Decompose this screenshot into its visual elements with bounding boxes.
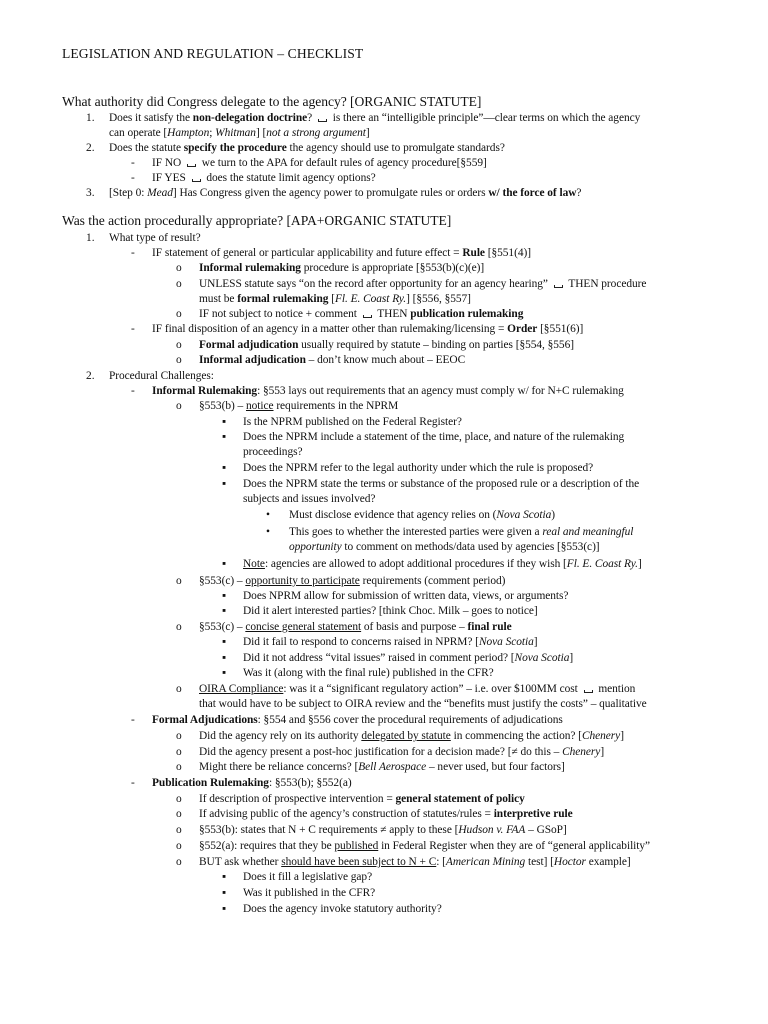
list-item: Did it fail to respond to concerns raised in NPRM? [Nova Scotia] — [243, 636, 538, 648]
list-item: Did the agency present a post-hoc justification for a decision made? [≠ do this – Chenery] — [199, 746, 605, 758]
document-title: LEGISLATION AND REGULATION – CHECKLIST — [62, 46, 364, 61]
square-bullet-icon: ▪ — [222, 871, 227, 883]
list-item: Was it published in the CFR? — [243, 887, 376, 899]
list-item: proceedings? — [243, 446, 303, 458]
list-item: §553(b) – notice requirements in the NPRM — [199, 400, 399, 412]
list-marker: o — [176, 746, 182, 758]
list-item: Note: agencies are allowed to adopt additional procedures if they wish [Fl. E. Coast Ry.] — [243, 558, 642, 570]
list-marker: o — [176, 824, 182, 836]
list-item: Did it alert interested parties? [think Choc. Milk – goes to notice] — [243, 605, 538, 617]
list-marker: 3. — [86, 187, 95, 199]
list-marker: o — [176, 575, 182, 587]
list-marker: - — [131, 323, 135, 335]
list-marker: 1. — [86, 112, 95, 124]
round-bullet-icon: • — [266, 509, 270, 521]
list-item: can operate [Hampton; Whitman] [not a strong argument] — [109, 127, 370, 139]
list-item: §553(c) – opportunity to participate requirements (comment period) — [199, 575, 506, 587]
list-item: Might there be reliance concerns? [Bell Aerospace – never used, but four factors] — [199, 761, 565, 773]
arrow-icon — [363, 315, 372, 318]
list-marker: - — [131, 157, 135, 169]
list-item: IF YES does the statute limit agency options? — [152, 172, 376, 184]
list-item: Did the agency rely on its authority delegated by statute in commencing the action? [Chenery] — [199, 730, 624, 742]
list-item: If advising public of the agency’s construction of statutes/rules = interpretive rule — [199, 808, 573, 820]
square-bullet-icon: ▪ — [222, 636, 227, 648]
list-item: Must disclose evidence that agency relies on (Nova Scotia) — [289, 509, 555, 521]
list-item: IF statement of general or particular applicability and future effect = Rule [§551(4)] — [152, 247, 531, 259]
list-item: What type of result? — [109, 232, 201, 244]
list-item: must be formal rulemaking [Fl. E. Coast Ry.] [§556, §557] — [199, 293, 471, 305]
list-item: Informal rulemaking procedure is appropriate [§553(b)(c)(e)] — [199, 262, 485, 274]
square-bullet-icon: ▪ — [222, 590, 227, 602]
list-marker: o — [176, 262, 182, 274]
list-item: Informal adjudication – don’t know much about – EEOC — [199, 354, 466, 366]
section-heading-authority: What authority did Congress delegate to the agency? [ORGANIC STATUTE] — [62, 94, 482, 109]
list-item: that would have to be subject to OIRA review and the “benefits must justify the costs” – qualitative — [199, 698, 647, 710]
square-bullet-icon: ▪ — [222, 478, 227, 490]
list-marker: o — [176, 621, 182, 633]
list-marker: - — [131, 172, 135, 184]
list-item: BUT ask whether should have been subject to N + C: [American Mining test] [Hoctor example] — [199, 856, 631, 868]
list-item: Informal Rulemaking: §553 lays out requirements that an agency must comply w/ for N+C rulemaking — [152, 385, 624, 397]
list-item: Formal Adjudications: §554 and §556 cover the procedural requirements of adjudications — [152, 714, 563, 726]
list-marker: 2. — [86, 370, 95, 382]
list-marker: 1. — [86, 232, 95, 244]
arrow-icon — [318, 119, 327, 122]
list-item: OIRA Compliance: was it a “significant regulatory action” – i.e. over $100MM cost mention — [199, 683, 636, 695]
list-marker: o — [176, 354, 182, 366]
list-item: IF NO we turn to the APA for default rules of agency procedure[§559] — [152, 157, 487, 169]
list-item: Is the NPRM published on the Federal Register? — [243, 416, 462, 428]
list-item: Does the NPRM refer to the legal authority under which the rule is proposed? — [243, 462, 594, 474]
list-marker: o — [176, 339, 182, 351]
list-item: Did it not address “vital issues” raised in comment period? [Nova Scotia] — [243, 652, 574, 664]
square-bullet-icon: ▪ — [222, 667, 227, 679]
square-bullet-icon: ▪ — [222, 431, 227, 443]
list-marker: o — [176, 793, 182, 805]
list-marker: - — [131, 777, 135, 789]
list-item: §553(b): states that N + C requirements ≠ apply to these [Hudson v. FAA – GSoP] — [199, 824, 567, 836]
list-marker: - — [131, 714, 135, 726]
arrow-icon — [584, 690, 593, 693]
list-item: [Step 0: Mead] Has Congress given the agency power to promulgate rules or orders w/ the force of law? — [109, 187, 582, 199]
list-item: Procedural Challenges: — [109, 370, 214, 382]
list-item: IF final disposition of an agency in a matter other than rulemaking/licensing = Order [§551(6)] — [152, 323, 584, 335]
list-marker: o — [176, 683, 182, 695]
list-item: §553(c) – concise general statement of basis and purpose – final rule — [199, 621, 512, 633]
list-item: UNLESS statute says “on the record after opportunity for an agency hearing” THEN procedure — [199, 278, 647, 290]
list-item: Formal adjudication usually required by statute – binding on parties [§554, §556] — [199, 339, 574, 351]
square-bullet-icon: ▪ — [222, 652, 227, 664]
list-marker: 2. — [86, 142, 95, 154]
section-heading-procedure: Was the action procedurally appropriate? [APA+ORGANIC STATUTE] — [62, 213, 452, 228]
list-item: This goes to whether the interested parties were given a real and meaningful — [289, 526, 634, 538]
square-bullet-icon: ▪ — [222, 416, 227, 428]
list-item: opportunity to comment on methods/data used by agencies [§553(c)] — [289, 541, 600, 553]
square-bullet-icon: ▪ — [222, 903, 227, 915]
arrow-icon — [187, 164, 196, 167]
list-item: subjects and issues involved? — [243, 493, 376, 505]
square-bullet-icon: ▪ — [222, 887, 227, 899]
list-marker: o — [176, 400, 182, 412]
list-item: Does it fill a legislative gap? — [243, 871, 373, 883]
arrow-icon — [554, 285, 563, 288]
list-marker: o — [176, 730, 182, 742]
list-item: Does the NPRM state the terms or substance of the proposed rule or a description of the — [243, 478, 640, 490]
list-marker: o — [176, 808, 182, 820]
list-item: If description of prospective intervention = general statement of policy — [199, 793, 525, 805]
list-item: Does the NPRM include a statement of the time, place, and nature of the rulemaking — [243, 431, 625, 443]
list-item: §552(a): requires that they be published in Federal Register when they are of “general applicability” — [199, 840, 651, 852]
arrow-icon — [192, 179, 201, 182]
list-marker: - — [131, 247, 135, 259]
list-marker: o — [176, 308, 182, 320]
round-bullet-icon: • — [266, 526, 270, 538]
list-item: Does it satisfy the non-delegation doctrine? is there an “intelligible principle”—clear terms on which the agency — [109, 112, 641, 124]
list-item: IF not subject to notice + comment THEN publication rulemaking — [199, 308, 524, 320]
list-item: Does the statute specify the procedure the agency should use to promulgate standards? — [109, 142, 505, 154]
square-bullet-icon: ▪ — [222, 558, 227, 570]
list-marker: o — [176, 278, 182, 290]
list-marker: o — [176, 840, 182, 852]
list-marker: o — [176, 761, 182, 773]
square-bullet-icon: ▪ — [222, 605, 227, 617]
list-marker: - — [131, 385, 135, 397]
list-item: Publication Rulemaking: §553(b); §552(a) — [152, 777, 352, 789]
list-item: Does the agency invoke statutory authority? — [243, 903, 442, 915]
list-item: Was it (along with the final rule) published in the CFR? — [243, 667, 494, 679]
square-bullet-icon: ▪ — [222, 462, 227, 474]
list-item: Does NPRM allow for submission of written data, views, or arguments? — [243, 590, 569, 602]
list-marker: o — [176, 856, 182, 868]
